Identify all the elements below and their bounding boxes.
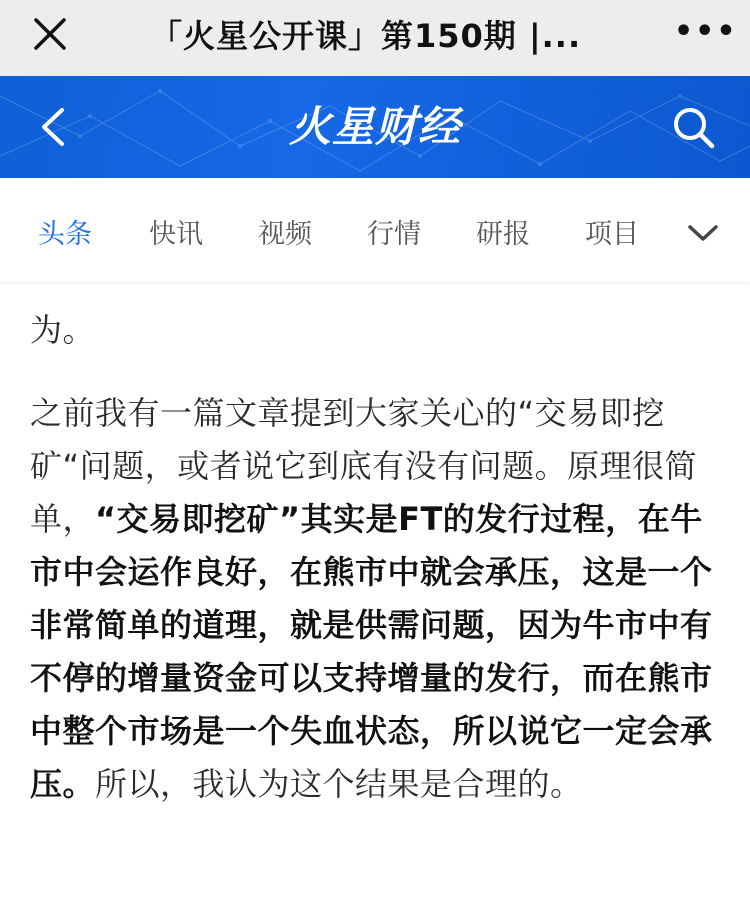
tab-toutiao[interactable]: 头条 [38,219,92,250]
tab-xiangmu[interactable]: 项目 [585,219,639,250]
paragraph-tail: 所以，我认为这个结果是合理的。 [95,765,583,803]
tab-yanbao[interactable]: 研报 [476,219,530,250]
chevron-down-icon[interactable] [686,222,720,244]
search-icon[interactable] [670,104,716,150]
close-icon[interactable] [30,14,70,54]
app-header [0,76,750,178]
text-line-continuation: 为。 [30,311,96,349]
title-bar [0,0,750,76]
tab-kuaixun[interactable]: 快讯 [149,219,203,250]
tab-hangqing[interactable]: 行情 [367,219,421,250]
more-icon[interactable]: ••• [674,14,738,49]
app-logo: 火星财经 [288,102,461,151]
paragraph-bold: “交易即挖矿”其实是FT的发行过程，在牛市中会运作良好，在熊市中就会承压，这是一个非常简单的道理，就是供需问题，因为牛市中有不停的增量资金可以支持增量的发行，而在熊市中整个市场是一个失血状态，所以说它一定会承压。 [30,500,713,803]
article-paragraph [30,387,720,811]
category-tabs [0,178,750,282]
tab-shipin[interactable]: 视频 [258,219,312,250]
paragraph-lead: 之前我有一篇文章提到大家关心的“交易即挖矿“问题，或者说它到底有没有问题。原理很简单， [30,394,698,538]
page-title: 「火星公开课」第150期 |... [150,17,582,55]
article-body [30,282,720,910]
